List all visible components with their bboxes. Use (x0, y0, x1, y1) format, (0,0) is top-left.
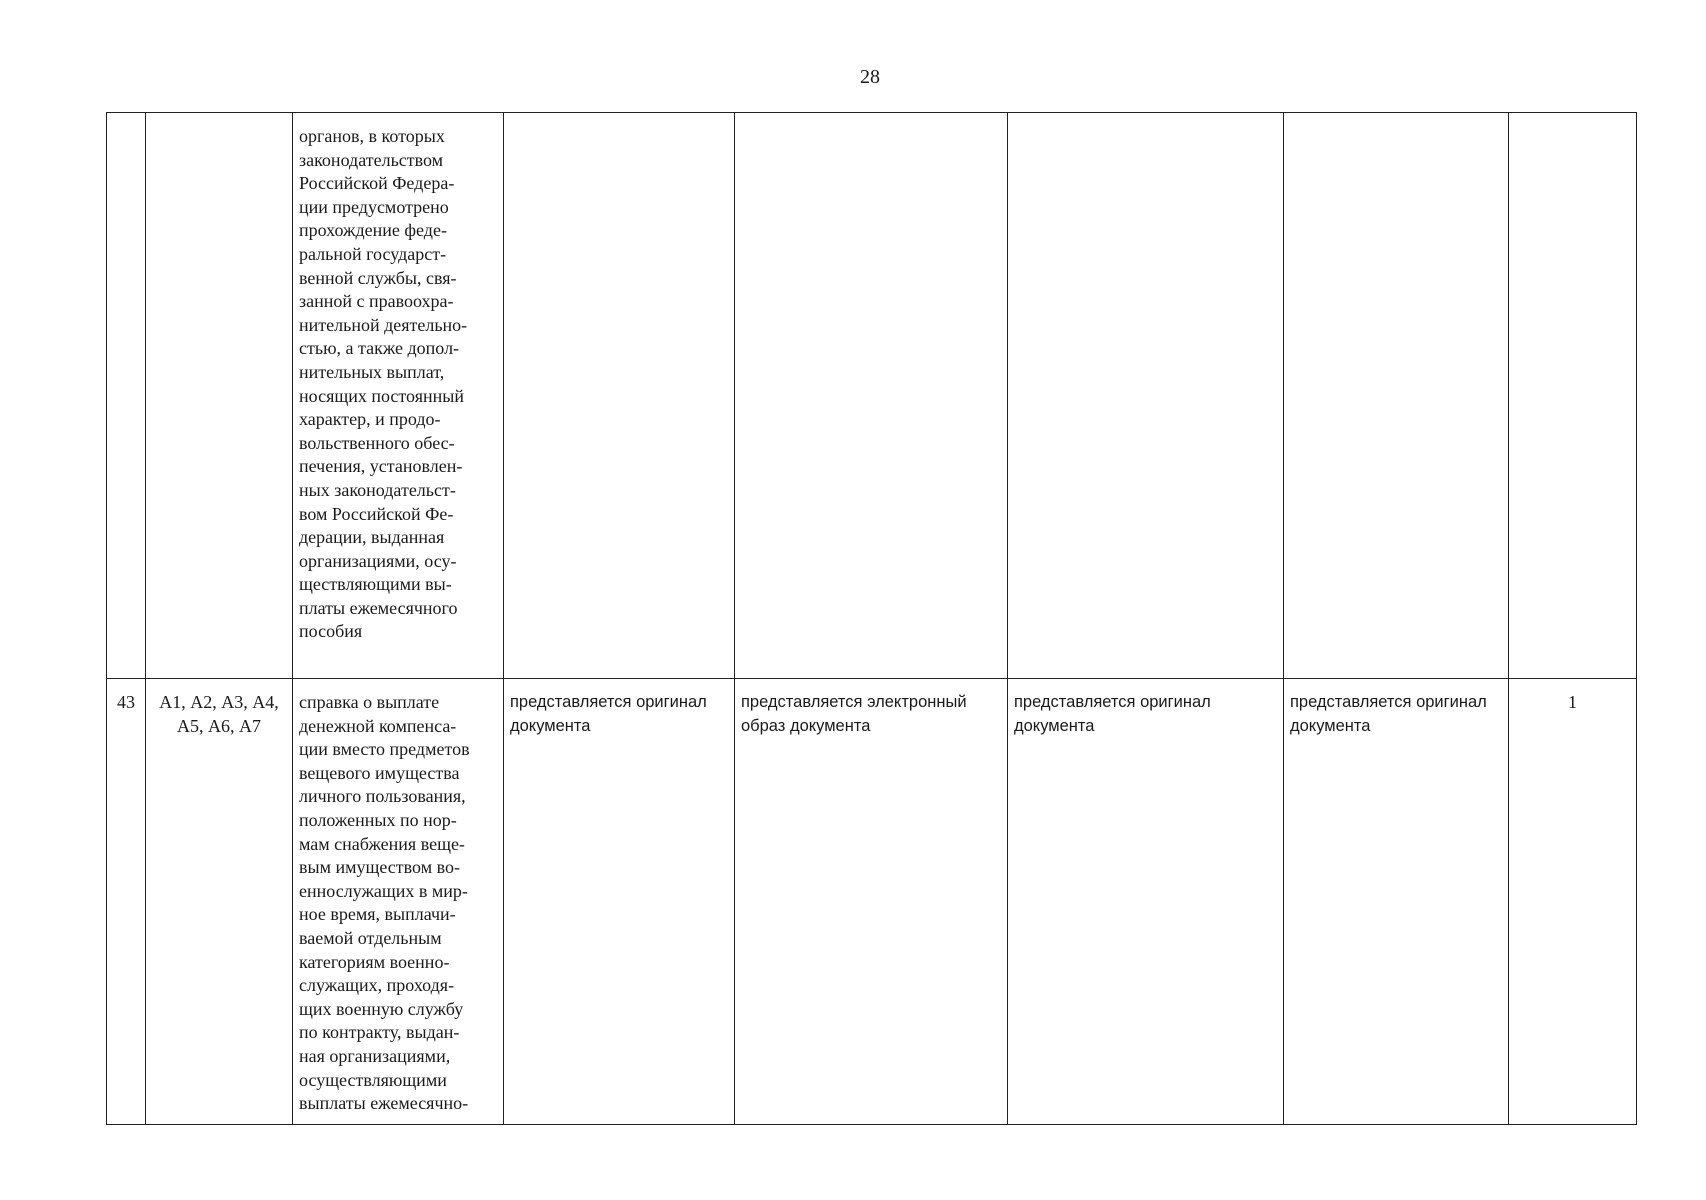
submission-method: представляется оригинал документа (1014, 693, 1211, 735)
row-number-cell (107, 679, 146, 1125)
submission-method: представляется электронный образ документа (741, 693, 967, 735)
submission-method-cell (1008, 113, 1284, 679)
submission-method-cell (504, 113, 735, 679)
submission-method-cell (1284, 679, 1509, 1125)
count-cell (1509, 679, 1637, 1125)
count-cell (1509, 113, 1637, 679)
submission-method: представляется оригинал документа (510, 693, 707, 735)
document-description: справка о выплате денежной компенса- ции вместо предметов вещевого имущества личного пользования, положенных по нор- мам снабжения веще- вым имуществом во- еннослужащих в мир- ное время, выплачи- ваемой отдельным категориям военно- служащих, проходя- щих военную службу по контракту, выдан- ная организациями, осуществляющими выплаты ежемесячно- (299, 692, 470, 1114)
submission-method-cell (735, 113, 1008, 679)
table-row (107, 679, 1637, 1125)
page-number: 28 (860, 66, 880, 88)
table-row (107, 113, 1637, 679)
row-number: 43 (117, 692, 135, 712)
submission-method: представляется оригинал документа (1290, 693, 1487, 735)
submission-method-cell (1284, 113, 1509, 679)
document-table (106, 112, 1637, 1125)
document-description: органов, в которых законодательством Российской Федера- ции предусмотрено прохождение феде- ральной государст- венной службы, свя- занной с правоохра- нительной деятельно- стью, а также допол- нительных выплат, носящих постоянный характер, и продо- вольственного обес- печения, установлен- ных законодательст- вом Российской Фе- дерации, выданная организациями, осу- ществляющими вы- платы ежемесячного пособия (299, 126, 468, 642)
applicant-codes-cell (146, 679, 293, 1125)
submission-method-cell (735, 679, 1008, 1125)
row-number-cell (107, 113, 146, 679)
document-description-cell (293, 113, 504, 679)
document-count: 1 (1568, 692, 1577, 712)
applicant-codes: А1, А2, А3, А4, А5, А6, А7 (159, 692, 279, 736)
applicant-codes-cell (146, 113, 293, 679)
submission-method-cell (504, 679, 735, 1125)
document-description-cell (293, 679, 504, 1125)
submission-method-cell (1008, 679, 1284, 1125)
